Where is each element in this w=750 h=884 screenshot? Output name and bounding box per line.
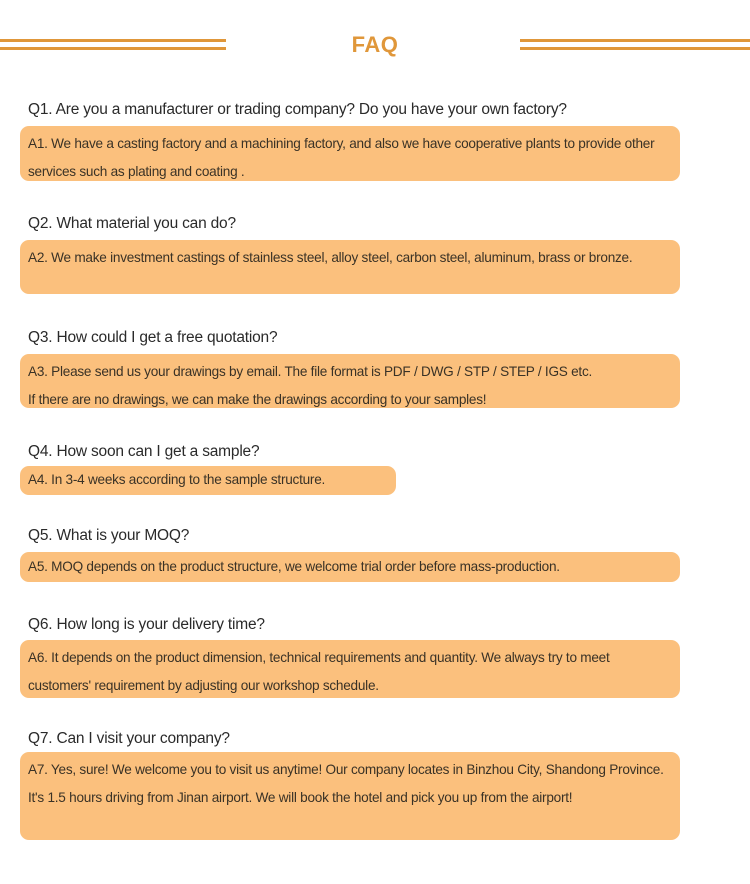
faq-answer-1: A1. We have a casting factory and a machining factory, and also we have cooperative plants to provide other services such as plating and coating . bbox=[20, 126, 680, 181]
faq-header bbox=[0, 0, 750, 90]
faq-answer-3 bbox=[20, 354, 680, 408]
faq-question-2: Q2. What material you can do? bbox=[28, 215, 236, 232]
faq-question-1: Q1. Are you a manufacturer or trading company? Do you have your own factory? bbox=[28, 101, 567, 118]
faq-answer-3-line-1: A3. Please send us your drawings by email. The file format is PDF / DWG / STP / STEP / IGS etc. bbox=[28, 364, 593, 379]
faq-question-7: Q7. Can I visit your company? bbox=[28, 730, 230, 747]
faq-answer-2: A2. We make investment castings of stainless steel, alloy steel, carbon steel, aluminum, brass or bronze. bbox=[20, 240, 680, 294]
faq-question-3: Q3. How could I get a free quotation? bbox=[28, 329, 278, 346]
faq-answer-4: A4. In 3-4 weeks according to the sample structure. bbox=[20, 466, 396, 495]
faq-question-4: Q4. How soon can I get a sample? bbox=[28, 443, 260, 460]
page-title: FAQ bbox=[351, 32, 399, 57]
faq-question-6: Q6. How long is your delivery time? bbox=[28, 616, 265, 633]
faq-answer-6: A6. It depends on the product dimension, technical requirements and quantity. We always try to meet customers' requirement by adjusting our workshop schedule. bbox=[20, 640, 680, 698]
faq-answer-7: A7. Yes, sure! We welcome you to visit us anytime! Our company locates in Binzhou City, Shandong Province. It's 1.5 hours driving from Jinan airport. We will book the hotel and pick you up from the airport! bbox=[20, 752, 680, 840]
faq-question-5: Q5. What is your MOQ? bbox=[28, 527, 190, 544]
faq-answer-3-line-2: If there are no drawings, we can make the drawings according to your samples! bbox=[28, 392, 487, 407]
faq-answer-5: A5. MOQ depends on the product structure, we welcome trial order before mass-production. bbox=[20, 552, 680, 582]
decorative-double-rule-right bbox=[520, 39, 750, 50]
